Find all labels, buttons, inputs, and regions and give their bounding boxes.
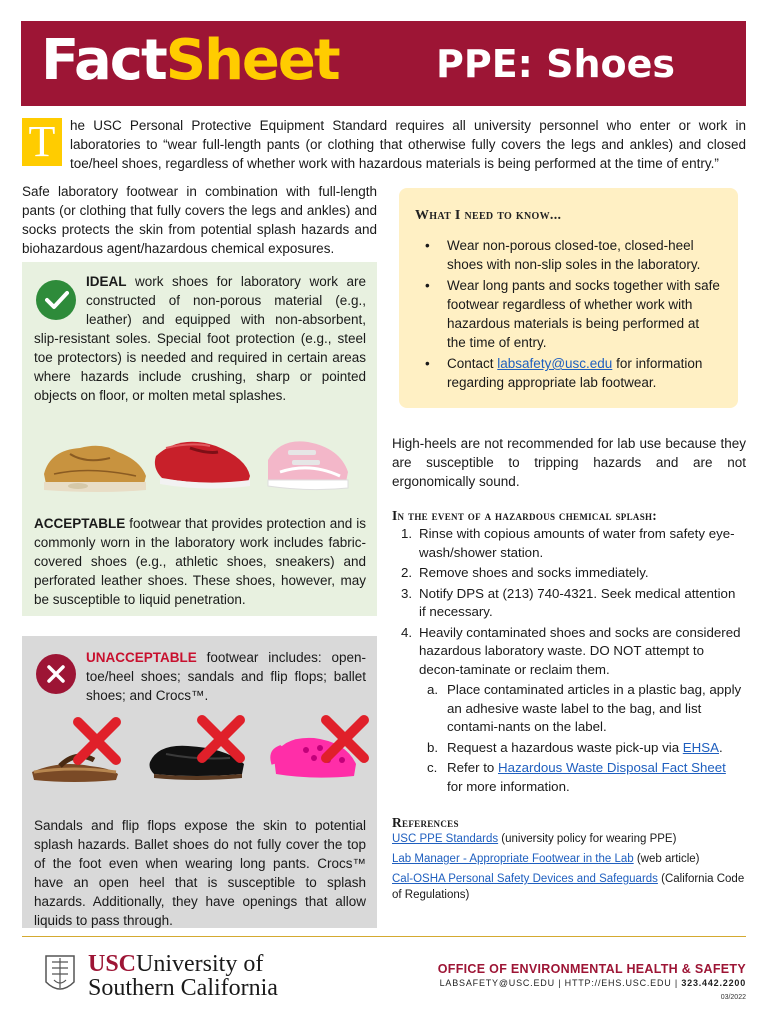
- acceptable-description: ACCEPTABLE footwear that provides protection and is commonly worn in the laboratory work includes fabric-covered shoes (e.g., athletic shoes, sneakers) and perforated leather shoes. These shoes, however, may be susceptible to liquid penetration.: [34, 516, 366, 607]
- office-website[interactable]: HTTP://EHS.USC.EDU: [564, 978, 672, 988]
- pink-sneaker-image: [268, 441, 348, 489]
- red-x-sandal-icon: [78, 722, 116, 760]
- tan-sneaker-image: [44, 446, 146, 492]
- office-block: [438, 962, 746, 1001]
- usc-ppe-standards-link[interactable]: USC PPE Standards: [392, 833, 499, 845]
- list-item: Cal-OSHA Personal Safety Devices and Safeguards (California Code of Regulations): [392, 873, 745, 901]
- footer-divider: [22, 936, 746, 937]
- list-item: a. Place contaminated articles in a plastic bag, apply an adhesive waste label to the bag, and list contami-nants on the label.: [427, 682, 742, 734]
- page-title: PPE: Shoes: [436, 42, 676, 86]
- unacceptable-footwear-box: [22, 636, 377, 928]
- usc-seal-icon: [44, 952, 76, 998]
- office-contact: LABSAFETY@USC.EDU | HTTP://EHS.USC.EDU | 323.442.2200: [439, 978, 746, 988]
- unacceptable-description: UNACCEPTABLE footwear includes: open-toe/heel shoes; sandals and flip flops; ballet shoes; and Crocs™.: [86, 650, 366, 703]
- labsafety-email-link[interactable]: labsafety@usc.edu: [497, 356, 613, 371]
- revision-date: 03/2022: [720, 994, 746, 1001]
- need-to-know-list: [421, 236, 721, 394]
- list-item: • Wear non-porous closed-toe, closed-heel shoes with non-slip soles in the laboratory.: [421, 236, 721, 274]
- fact-sheet-logo: FactSheet: [41, 28, 339, 93]
- chemical-splash-heading: In the event of a hazardous chemical splash:: [392, 508, 658, 523]
- ideal-footwear-box: [22, 262, 377, 616]
- ehsa-link[interactable]: EHSA: [682, 739, 719, 755]
- footwear-paragraph: Safe laboratory footwear in combination with full-length pants (or clothing that fully covers the legs and ankles) and socks protects the skin from potential splash hazards and biohazardous agent/hazardous chemical exposures.: [22, 184, 377, 256]
- list-item: 3. Notify DPS at (213) 740-4321. Seek medical attention if necessary.: [401, 585, 736, 619]
- list-item: • Wear long pants and socks together with safe footwear regardless of whether work with hazardous materials is being performed at the time of entry.: [421, 276, 721, 352]
- usc-logo: [44, 952, 284, 1002]
- need-to-know-title: What I need to know...: [415, 208, 562, 223]
- acceptable-shoes-image: [40, 424, 360, 498]
- lab-manager-footwear-link[interactable]: Lab Manager - Appropriate Footwear in the Lab: [392, 853, 634, 865]
- list-item: 1. Rinse with copious amounts of water from safety eye-wash/shower station.: [401, 526, 735, 560]
- unacceptable-shoes-image: [30, 714, 370, 788]
- list-item: b. Request a hazardous waste pick-up via EHSA.: [427, 739, 723, 755]
- references-heading: References: [392, 815, 459, 830]
- drop-cap: T: [22, 118, 62, 166]
- university-name-line2: Southern California: [88, 975, 278, 1001]
- chemical-splash-steps: [392, 525, 744, 798]
- list-item: Lab Manager - Appropriate Footwear in the Lab (web article): [392, 853, 700, 865]
- university-name-line1: USCUniversity of: [88, 951, 264, 977]
- header-banner: [21, 21, 746, 106]
- red-loafer-image: [155, 442, 250, 489]
- list-item: c. Refer to Hazardous Waste Disposal Fact Sheet for more information.: [427, 760, 726, 794]
- list-item: • Contact labsafety@usc.edu for information regarding appropriate lab footwear.: [421, 354, 721, 392]
- list-item: 4. Heavily contaminated shoes and socks are considered hazardous laboratory waste. DO NOT attempt to decon-taminate or reclaim them. a. Place contaminated articles in a plastic bag, apply an adhesive waste label to the bag, and list contami-nants on the label. b. Request a hazardous waste pick-up via EHSA. c. Refer to Hazardous Waste Disposal Fact Sheet for more information.: [392, 624, 744, 797]
- unacceptable-explanation: Sandals and flip flops expose the skin to potential splash hazards. Ballet shoes do not fully cover the top of the foot even when wearing long pants. Crocs™ have an open heel that is susceptible to splash hazards. Additionally, they have openings that allow liquids to pass through.: [34, 818, 366, 928]
- cal-osha-safeguards-link[interactable]: Cal-OSHA Personal Safety Devices and Safeguards: [392, 873, 658, 885]
- high-heels-paragraph: High-heels are not recommended for lab use because they are susceptible to tripping hazards and are not ergonomically sound.: [392, 436, 746, 489]
- office-phone: 323.442.2200: [681, 978, 746, 988]
- waste-disposal-fact-sheet-link[interactable]: Hazardous Waste Disposal Fact Sheet: [498, 760, 726, 775]
- references-list: [392, 831, 746, 907]
- office-email[interactable]: LABSAFETY@USC.EDU: [439, 978, 555, 988]
- list-item: 2. Remove shoes and socks immediately.: [401, 565, 649, 580]
- ideal-description: IDEAL work shoes for laboratory work are constructed of non-porous material (e.g., leather) and equipped with non-absorbent, slip-resistant soles. Special foot protection (e.g., steel toe protectors) is needed and required in certain areas where hazards include crushing, sharp or pointed objects on floor, or molten metal splashes.: [34, 274, 366, 403]
- office-name: OFFICE OF ENVIRONMENTAL HEALTH & SAFETY: [437, 962, 746, 976]
- intro-paragraph: T he USC Personal Protective Equipment Standard requires all university personnel who enter or work in laboratories to “wear full-length pants (or clothing that otherwise fully covers the legs and ankles) and closed toe/heel shoes, regardless of whether work with hazardous materials is being performed at the time of entry.”: [22, 116, 746, 173]
- need-to-know-box: [399, 188, 738, 408]
- list-item: USC PPE Standards (university policy for wearing PPE): [392, 833, 677, 845]
